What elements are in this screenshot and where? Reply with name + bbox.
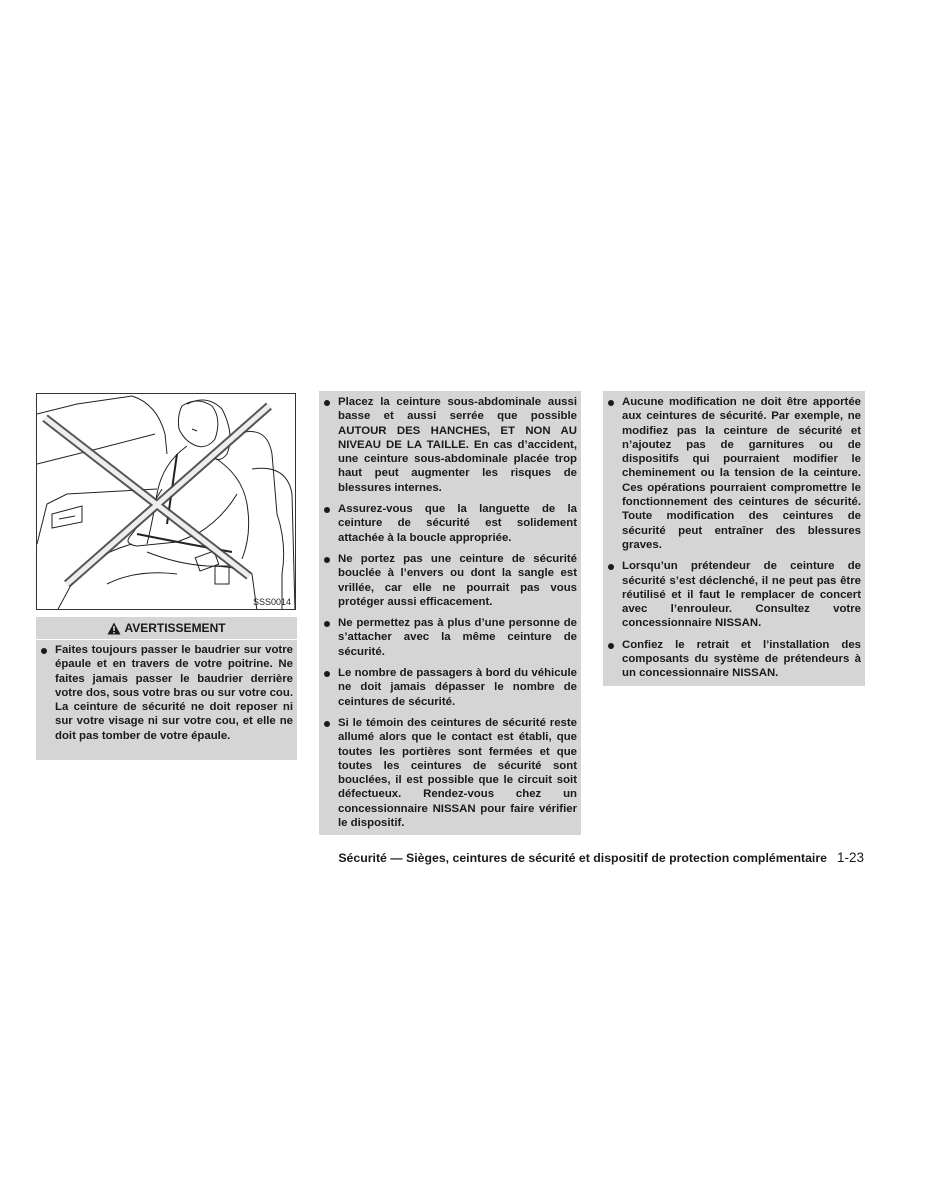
list-item [40,643,293,743]
list-item-text: Lorsqu’un prétendeur de ceinture de sécurité s’est déclenché, il ne peut pas être réutilisé et il faut le remplacer de concert avec l’enrouleur. Consultez votre concessionnaire NISSAN. [622,560,861,630]
list-item [323,502,577,545]
page-number: 1-23 [836,850,864,865]
list-item [607,638,861,681]
list-item [323,716,577,830]
bullet-icon [608,400,614,406]
list-item [607,395,861,552]
bullet-icon [324,621,330,627]
list-item-text: Assurez-vous que la languette de la ceinture de sécurité est solidement attachée à la boucle appropriée. [338,503,577,544]
list-item-text: Placez la ceinture sous-abdominale aussi basse et aussi serrée que possible AUTOUR DES HANCHES, ET NON AU NIVEAU DE LA TAILLE. En cas d’accident, une ceinture sous-abdominale placée trop haut peut augmenter les risques de blessures internes. [338,396,577,494]
list-item-text: Faites toujours passer le baudrier sur votre épaule et en travers de votre poitrine. Ne faites jamais passer le baudrier derrière votre dos, sous votre bras ou sur votre cou. La ceinture de sécurité ne doit reposer ni sur votre visage ni sur votre cou, et elle ne doit pas tomber de votre épaule. [55,644,293,742]
bullet-icon [324,400,330,406]
warning-title: AVERTISSEMENT [124,621,226,635]
section-title: Sécurité — Sièges, ceintures de sécurité et dispositif de protection complémentaire [338,851,827,865]
list-item [323,616,577,659]
bullet-icon [324,557,330,563]
seatbelt-illustration [36,393,296,610]
bullet-icon [608,643,614,649]
list-item-text: Le nombre de passagers à bord du véhicule ne doit jamais dépasser le nombre de ceintures de sécurité. [338,667,577,708]
bullet-icon [324,507,330,513]
list-item-text: Confiez le retrait et l’installation des composants du système de prétendeurs à un concessionnaire NISSAN. [622,638,861,680]
warning-triangle-icon [107,622,121,635]
warning-header [36,617,297,639]
list-item-text: Ne permettez pas à plus d’une personne de s’attacher avec la même ceinture de sécurité. [338,617,577,658]
warning-body [36,640,297,760]
bullet-icon [324,671,330,677]
incorrect-belt-drawing [37,394,296,610]
bullet-icon [608,564,614,570]
bullet-icon [41,648,47,654]
column-2-warnings [319,391,581,835]
list-item-text: Aucune modification ne doit être apportée aux ceintures de sécurité. Par exemple, ne modifiez pas la ceinture de sécurité et n’ajoutez pas de garnitures ou de dispositifs qui pourraient modifier le cheminement ou la tension de la ceinture. Ces opérations pourraient compromettre le fonctionnement des ceintures de sécurité. Toute modification des ceintures de sécurité peut entraîner des blessures graves. [622,396,861,551]
page-footer [270,850,864,865]
bullet-icon [324,721,330,727]
list-item-text: Si le témoin des ceintures de sécurité reste allumé alors que le contact est établi, que toutes les portières sont fermées et que toutes les ceintures de sécurité sont bouclées, il est possible que le circuit soit défectueux. Rendez-vous chez un concessionnaire NISSAN pour faire vérifier le dispositif. [338,716,577,830]
list-item [323,552,577,609]
list-item-text: Ne portez pas une ceinture de sécurité bouclée à l’envers ou dont la sangle est vrillée, car elle ne pourrait pas vous protéger aussi efficacement. [338,552,577,608]
list-item [323,666,577,709]
column-3-warnings [603,391,865,686]
list-item [323,395,577,495]
list-item [607,559,861,630]
figure-code: SSS0014 [252,597,291,607]
